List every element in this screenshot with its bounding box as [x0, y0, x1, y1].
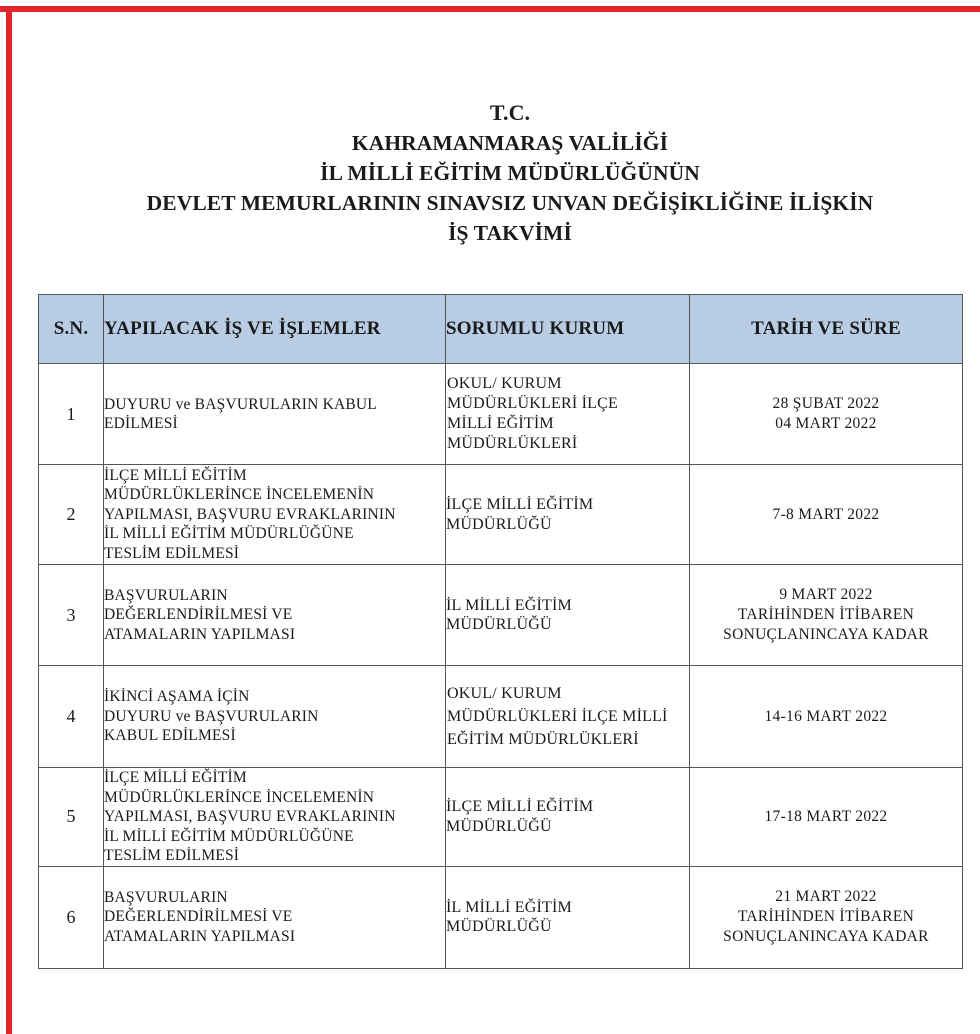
institution-line: MÜDÜRLÜKLERİ İLÇE MİLLİ	[447, 708, 668, 725]
task-line: ATAMALARIN YAPILMASI	[104, 625, 296, 643]
task-line: YAPILMASI, BAŞVURU EVRAKLARININ	[104, 505, 396, 523]
institution-line: İL MİLLİ EĞİTİM	[446, 898, 572, 916]
date-line: 7-8 MART 2022	[772, 505, 880, 523]
task-line: DUYURU ve BAŞVURULARIN KABUL	[104, 395, 377, 413]
institution-cell	[446, 768, 690, 867]
date-cell	[690, 465, 963, 565]
row-number: 1	[39, 364, 104, 465]
row-number: 3	[39, 565, 104, 666]
table-row	[39, 768, 963, 867]
table-row	[39, 666, 963, 768]
task-line: TESLİM EDİLMESİ	[104, 544, 240, 562]
date-cell	[690, 364, 963, 465]
title-line-subject: DEVLET MEMURLARININ SINAVSIZ UNVAN DEĞİŞİKLİĞİNE İLİŞKİN	[146, 191, 874, 215]
task-line: ATAMALARIN YAPILMASI	[104, 927, 296, 945]
task-line: DUYURU ve BAŞVURULARIN	[104, 707, 319, 725]
task-cell	[104, 666, 446, 768]
row-number: 6	[39, 866, 104, 968]
institution-cell	[446, 364, 690, 465]
task-line: YAPILMASI, BAŞVURU EVRAKLARININ	[104, 808, 396, 825]
task-line: İL MİLLİ EĞİTİM MÜDÜRLÜĞÜNE	[104, 827, 354, 845]
document-title	[40, 98, 980, 248]
date-line: TARİHİNDEN İTİBAREN	[737, 606, 915, 623]
date-line: 28 ŞUBAT 2022	[772, 395, 880, 412]
table-row	[39, 465, 963, 565]
institution-line: İLÇE MİLLİ EĞİTİM	[446, 496, 594, 513]
institution-line: OKUL/ KURUM	[447, 685, 562, 702]
institution-line: İL MİLLİ EĞİTİM	[446, 596, 572, 614]
table-row	[39, 565, 963, 666]
task-line: KABUL EDİLMESİ	[104, 727, 236, 745]
title-line-tc: T.C.	[489, 100, 531, 125]
header-institution: SORUMLU KURUM	[446, 295, 690, 364]
institution-line: İLÇE MİLLİ EĞİTİM	[446, 798, 594, 816]
institution-line: OKUL/ KURUM	[447, 375, 562, 392]
title-line-governorship: KAHRAMANMARAŞ VALİLİĞİ	[351, 131, 669, 155]
institution-line: EĞİTİM MÜDÜRLÜKLERİ	[447, 731, 639, 748]
date-cell	[690, 768, 963, 867]
task-cell	[104, 364, 446, 465]
row-number: 4	[39, 666, 104, 768]
table-header-row	[39, 295, 963, 364]
task-line: BAŞVURULARIN	[104, 586, 228, 604]
institution-line: MÜDÜRLÜKLERİ	[447, 435, 578, 452]
header-sn: S.N.	[39, 295, 104, 364]
institution-line: MÜDÜRLÜĞÜ	[446, 616, 552, 633]
institution-line: MÜDÜRLÜKLERİ İLÇE	[447, 395, 618, 412]
institution-line: MÜDÜRLÜĞÜ	[446, 817, 552, 835]
title-line-calendar: İŞ TAKVİMİ	[448, 221, 572, 245]
date-line: 17-18 MART 2022	[764, 807, 888, 825]
date-line: SONUÇLANINCAYA KADAR	[723, 928, 929, 945]
institution-line: MİLLİ EĞİTİM	[447, 415, 554, 432]
institution-line: MÜDÜRLÜĞÜ	[446, 918, 552, 935]
date-cell	[690, 666, 963, 768]
date-line: SONUÇLANINCAYA KADAR	[723, 626, 929, 643]
row-number: 5	[39, 768, 104, 867]
task-line: MÜDÜRLÜKLERİNCE İNCELEMENİN	[104, 788, 375, 806]
task-line: İLÇE MİLLİ EĞİTİM	[104, 769, 247, 786]
task-cell	[104, 465, 446, 565]
institution-line: MÜDÜRLÜĞÜ	[446, 515, 552, 533]
date-cell	[690, 866, 963, 968]
task-line: İKİNCİ AŞAMA İÇİN	[104, 688, 250, 706]
row-number: 2	[39, 465, 104, 565]
institution-cell	[446, 465, 690, 565]
task-cell	[104, 866, 446, 968]
date-cell	[690, 565, 963, 666]
task-line: DEĞERLENDİRİLMESİ VE	[104, 908, 293, 926]
date-line: 04 MART 2022	[775, 415, 877, 432]
red-frame-top	[0, 6, 980, 12]
task-line: İL MİLLİ EĞİTİM MÜDÜRLÜĞÜNE	[104, 525, 354, 543]
header-date: TARİH VE SÜRE	[690, 295, 963, 364]
institution-cell	[446, 866, 690, 968]
task-line: TESLİM EDİLMESİ	[104, 847, 240, 864]
task-cell	[104, 768, 446, 867]
institution-cell	[446, 666, 690, 768]
task-line: BAŞVURULARIN	[104, 888, 228, 906]
task-line: EDİLMESİ	[104, 415, 178, 432]
date-line: 21 MART 2022	[775, 888, 877, 905]
table-row	[39, 866, 963, 968]
title-line-directorate: İL MİLLİ EĞİTİM MÜDÜRLÜĞÜNÜN	[320, 161, 700, 185]
date-line: TARİHİNDEN İTİBAREN	[737, 908, 915, 925]
red-frame-left	[6, 6, 12, 1034]
task-cell	[104, 565, 446, 666]
date-line: 9 MART 2022	[779, 586, 873, 603]
work-calendar-table	[38, 294, 963, 969]
task-line: DEĞERLENDİRİLMESİ VE	[104, 606, 293, 624]
header-task: YAPILACAK İŞ VE İŞLEMLER	[104, 295, 446, 364]
task-line: MÜDÜRLÜKLERİNCE İNCELEMENİN	[104, 486, 375, 504]
date-line: 14-16 MART 2022	[764, 707, 888, 725]
task-line: İLÇE MİLLİ EĞİTİM	[104, 466, 247, 484]
institution-cell	[446, 565, 690, 666]
table-row	[39, 364, 963, 465]
